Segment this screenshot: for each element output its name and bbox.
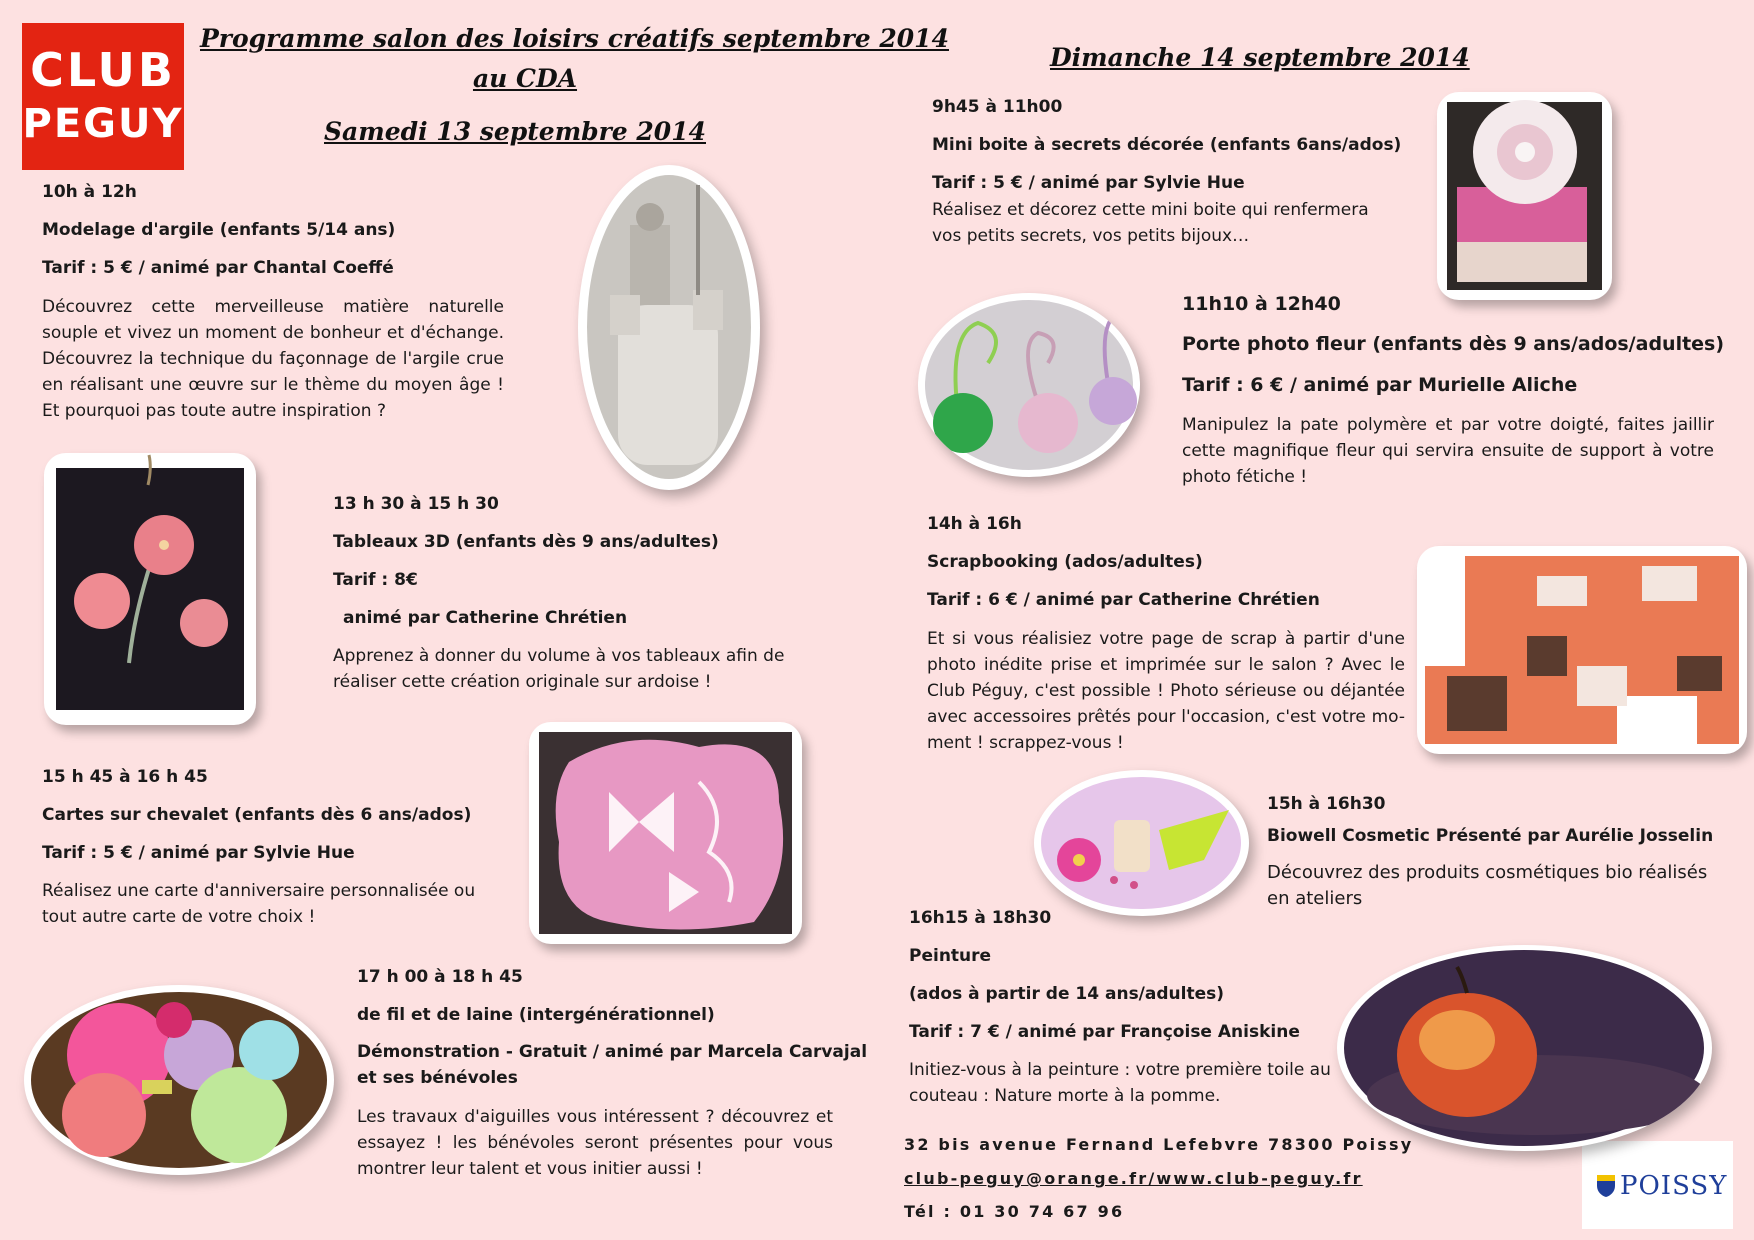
program-subtitle: au CDA — [472, 64, 578, 93]
contact-address: 32 bis avenue Fernand Lefebvre 78300 Poissy — [904, 1135, 1414, 1154]
saturday-heading: Samedi 13 septembre 2014 — [324, 117, 706, 146]
logo-line2: PEGUY — [22, 101, 184, 147]
event-time: 10h à 12h — [42, 182, 137, 202]
poissy-text: POISSY — [1620, 1171, 1728, 1201]
program-title: Programme salon des loisirs créatifs septembre 2014 — [200, 24, 949, 53]
apple-painting-photo — [1337, 945, 1712, 1151]
event-tarif: Tarif : 7 € / animé par Françoise Aniskine — [909, 1022, 1300, 1042]
event-tarif-cont: et ses bénévoles — [357, 1068, 518, 1088]
poppy-tableau-photo — [44, 453, 256, 725]
wool-basket-photo — [24, 985, 334, 1175]
event-title: Cartes sur chevalet (enfants dès 6 ans/ados) — [42, 805, 472, 825]
shield-icon — [1596, 1174, 1616, 1198]
polymer-flower-photo — [918, 293, 1140, 477]
event-description: Réalisez une carte d'anniversaire personnalisée ou tout autre carte de votre choix ! — [42, 881, 476, 927]
event-description: Réalisez et décorez cette mini boite qui renfermera vos petits secrets, vos petits bijoux… — [932, 200, 1369, 246]
event-description: Manipulez la pate polymère et par votre doigté, faites jaillir cette magnifique fleur qui servira ensuite de support à votre photo fétiche ! — [1182, 415, 1714, 487]
event-description: Apprenez à donner du volume à vos tableaux afin de réaliser cette création originale sur ardoise ! — [333, 646, 785, 692]
event-title: Modelage d'argile (enfants 5/14 ans) — [42, 220, 396, 240]
logo-line1: CLUB — [30, 43, 176, 97]
event-title: Scrapbooking (ados/adultes) — [927, 552, 1203, 572]
event-time: 14h à 16h — [927, 514, 1022, 534]
sunday-heading: Dimanche 14 septembre 2014 — [1050, 43, 1470, 72]
event-time: 13 h 30 à 15 h 30 — [333, 494, 499, 514]
event-title: Tableaux 3D (enfants dès 9 ans/adultes) — [333, 532, 719, 552]
scrapbook-page-photo — [1417, 546, 1747, 754]
event-tarif: Tarif : 6 € / animé par Catherine Chrétien — [927, 590, 1320, 610]
event-tarif: Tarif : 5 € / animé par Sylvie Hue — [932, 173, 1245, 193]
event-title: Mini boite à secrets décorée (enfants 6ans/ados) — [932, 135, 1402, 155]
event-time: 17 h 00 à 18 h 45 — [357, 967, 523, 987]
event-time: 15h à 16h30 — [1267, 794, 1386, 814]
event-tarif: Démonstration - Gratuit / animé par Marcela Carvajal — [357, 1042, 868, 1062]
mini-box-photo — [1437, 92, 1612, 300]
event-title: de fil et de laine (intergénérationnel) — [357, 1005, 715, 1025]
event-time: 11h10 à 12h40 — [1182, 293, 1341, 315]
event-time: 15 h 45 à 16 h 45 — [42, 767, 208, 787]
event-title: Porte photo fleur (enfants dès 9 ans/ados/adultes) — [1182, 333, 1725, 355]
contact-phone: Tél : 01 30 74 67 96 — [904, 1202, 1125, 1221]
event-title: Peinture — [909, 946, 992, 966]
event-animator: animé par Catherine Chrétien — [343, 608, 628, 628]
event-tarif: Tarif : 6 € / animé par Murielle Aliche — [1182, 374, 1578, 396]
butterfly-card-photo — [529, 722, 802, 944]
event-audience: (ados à partir de 14 ans/adultes) — [909, 984, 1225, 1004]
clay-sculpture-photo — [578, 165, 760, 490]
club-peguy-logo — [22, 23, 184, 170]
contact-web-link[interactable]: club-peguy@orange.fr/www.club-peguy.fr — [904, 1169, 1363, 1188]
event-description: Et si vous réalisiez votre page de scrap à partir d'une photo inédite prise et imprimée sur le salon ? Avec le Club Péguy, c'est possible ! Photo sérieuse ou déjantée avec accessoires prêtés pour l'occasion, c'est votre mo- ment ! scrappez-vous ! — [927, 629, 1405, 753]
event-description: Initiez-vous à la peinture : votre première toile au couteau : Nature morte à la pomme. — [909, 1060, 1331, 1106]
event-time: 9h45 à 11h00 — [932, 97, 1063, 117]
event-time: 16h15 à 18h30 — [909, 908, 1052, 928]
event-description: Découvrez cette merveilleuse matière naturelle souple et vivez un moment de bonheur et d'échange. Découvrez la technique du façonnage de l'argile crue en réalisant une œuvre sur le thème du moyen âge ! Et pourquoi pas toute autre inspiration ? — [42, 297, 504, 421]
event-tarif: Tarif : 8€ — [333, 570, 418, 590]
event-title: Biowell Cosmetic Présenté par Aurélie Josselin — [1267, 826, 1714, 846]
poissy-city-logo — [1582, 1141, 1733, 1229]
event-description: Découvrez des produits cosmétiques bio réalisés en ateliers — [1267, 862, 1708, 909]
event-description: Les travaux d'aiguilles vous intéressent ? découvrez et essayez ! les bénévoles seront présentes pour vous montrer leur talent et vous initier aussi ! — [357, 1107, 833, 1179]
cosmetics-photo — [1034, 770, 1249, 916]
event-tarif: Tarif : 5 € / animé par Sylvie Hue — [42, 843, 355, 863]
event-tarif: Tarif : 5 € / animé par Chantal Coeffé — [42, 258, 394, 278]
